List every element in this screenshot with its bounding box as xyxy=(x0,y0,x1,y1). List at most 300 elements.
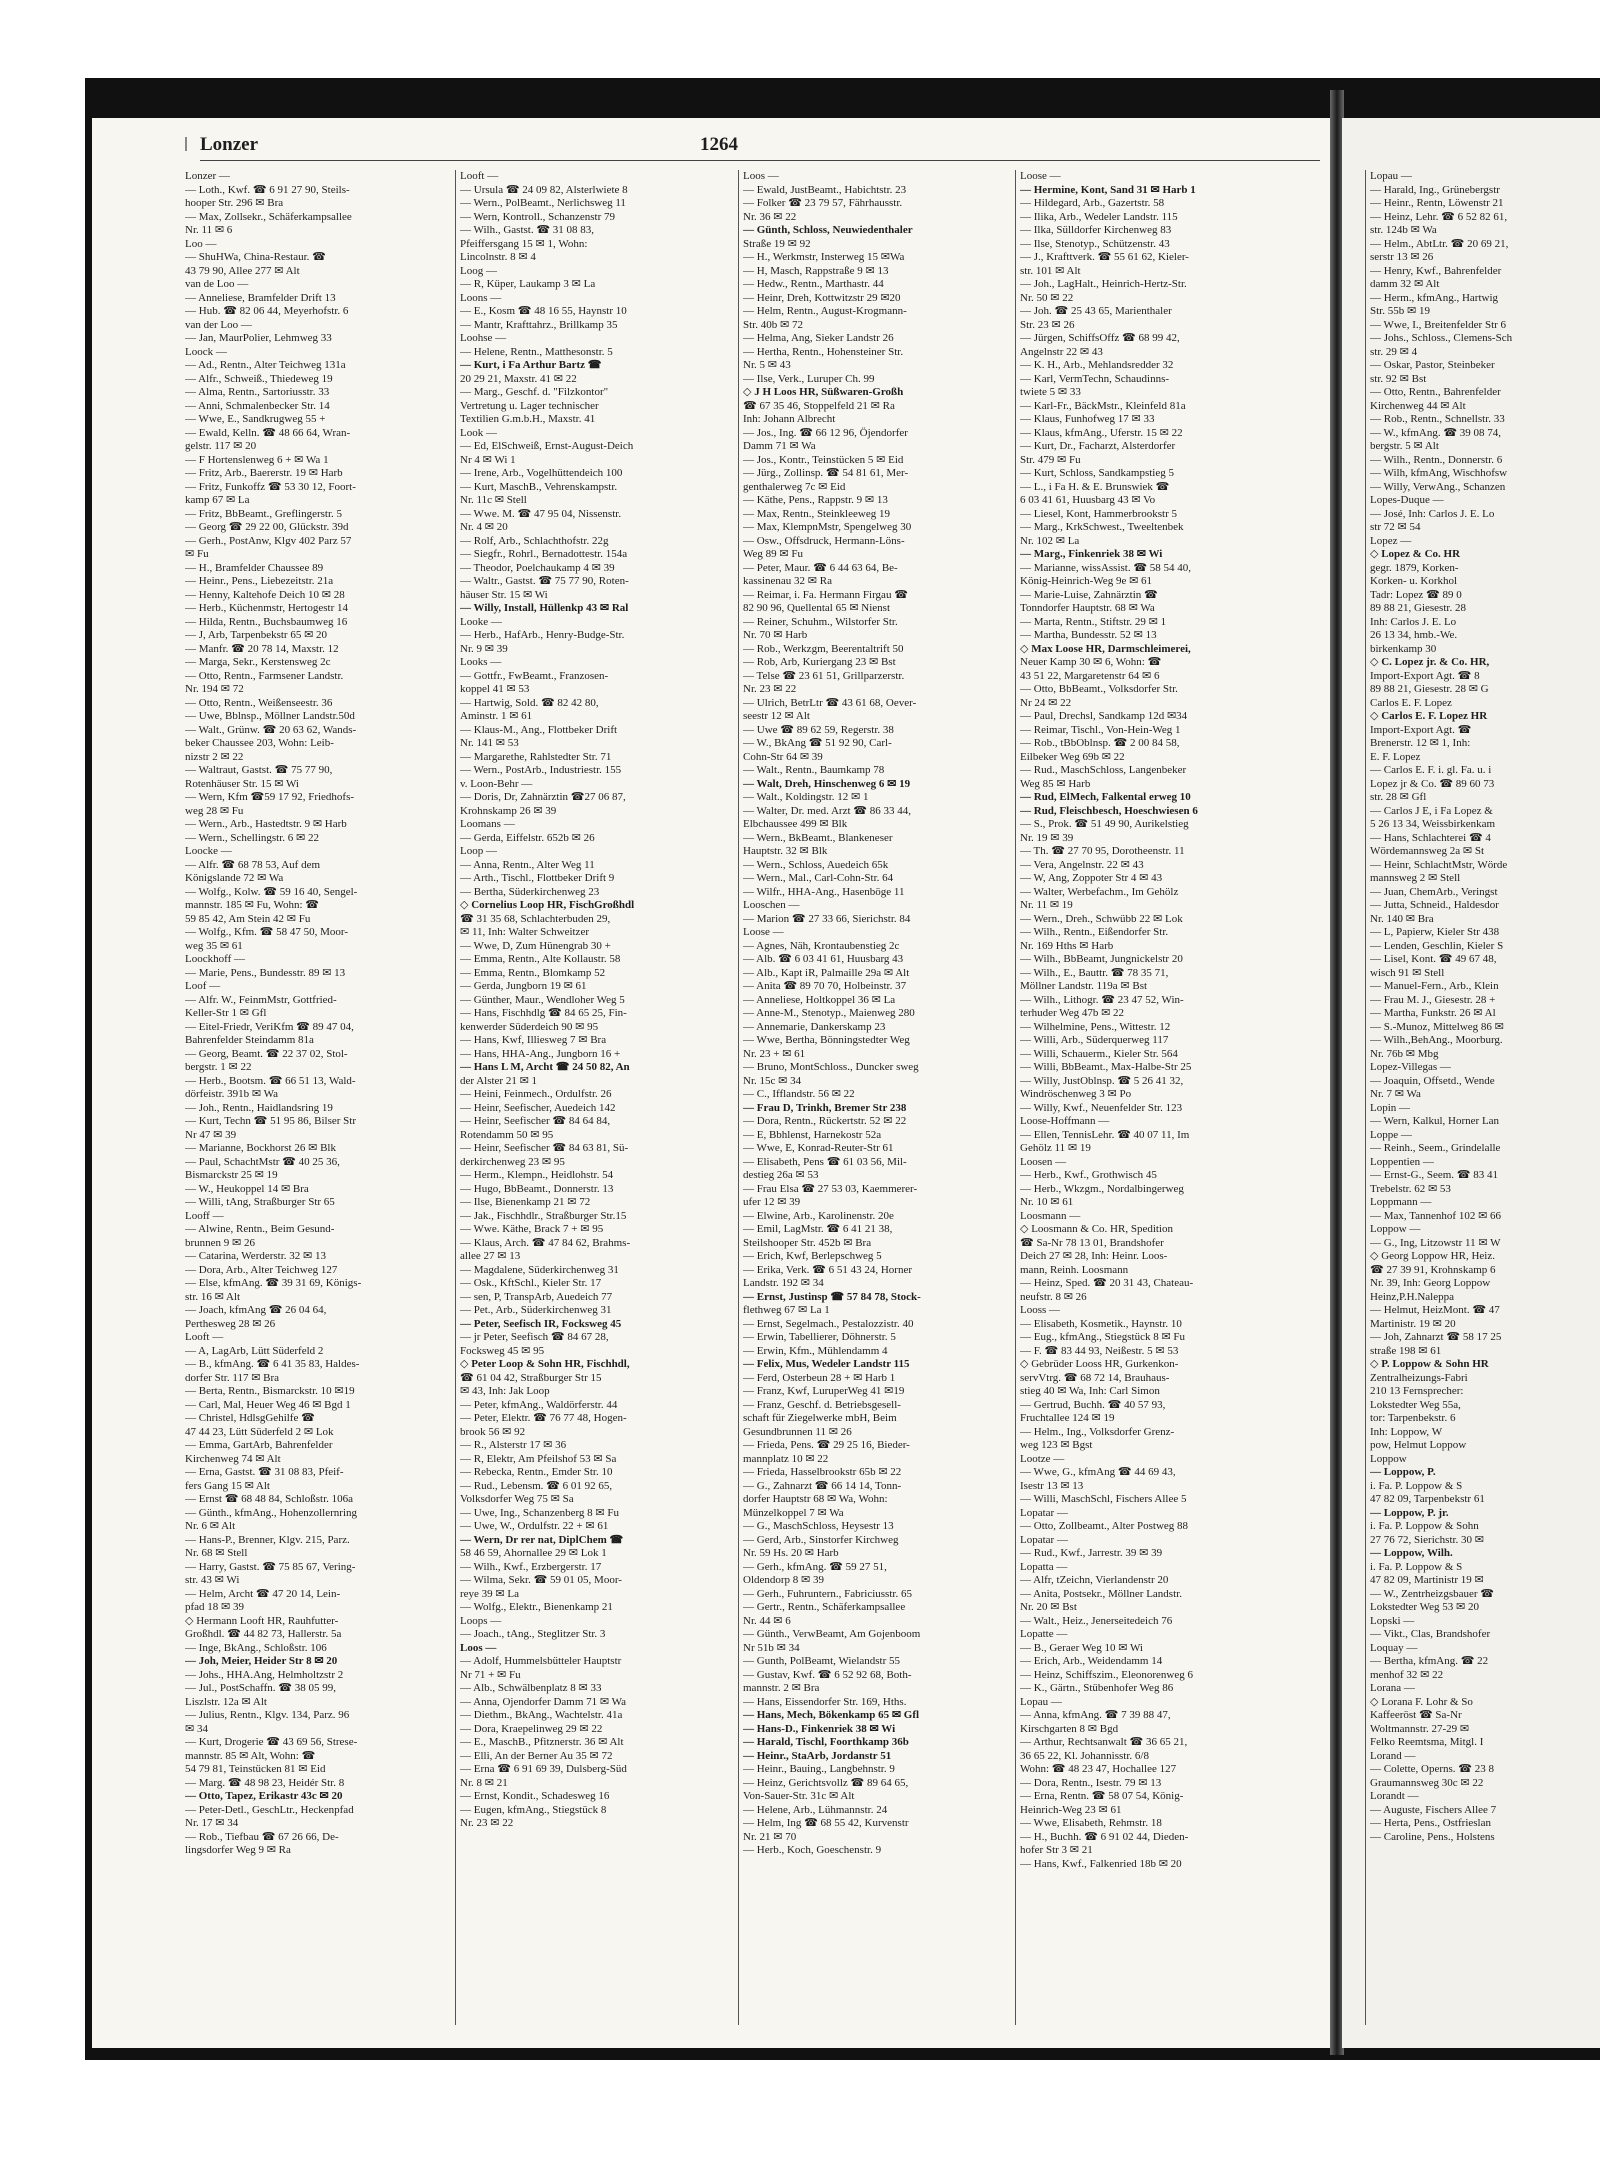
directory-entry-line: Loose — xyxy=(1020,170,1061,182)
directory-entry-line: — Hans, Mech, Bökenkamp 65 ✉ Gfl xyxy=(743,1709,920,1721)
directory-entry-line: — Bertha, kfmAng. ☎ 22 xyxy=(1370,1655,1489,1667)
directory-entry-line: König-Heinrich-Weg 9e ✉ 61 xyxy=(1020,575,1153,587)
directory-entry-line: van de Loo — xyxy=(185,278,249,290)
directory-entry-line: — Wwe, D, Zum Hünengrab 30 + xyxy=(460,939,611,952)
directory-entry-line: — Helm, Rentn., August-Krogmann- xyxy=(743,305,907,317)
directory-entry-line: menhof 32 ✉ 22 xyxy=(1370,1668,1444,1681)
directory-entry-line: derkirchenweg 23 ✉ 95 xyxy=(460,1155,565,1168)
directory-entry-line: — Günther, Maur., Wendloher Weg 5 xyxy=(460,993,625,1006)
directory-entry-line: — J, Arb, Tarpenbekstr 65 ✉ 20 xyxy=(185,629,328,641)
directory-entry-line: — Ad., Rentn., Alter Teichweg 131a xyxy=(185,359,346,371)
directory-entry-line: — Bruno, MontSchloss., Duncker sweg xyxy=(743,1061,919,1073)
directory-entry-line: tor: Tarpenbekstr. 6 xyxy=(1370,1412,1456,1424)
directory-entry-line: Damm 71 ✉ Wa xyxy=(743,440,816,452)
directory-entry-line: Loons — xyxy=(460,291,502,304)
directory-entry-line: — Liesel, Kont, Hammerbrookstr 5 xyxy=(1020,507,1178,520)
directory-entry-line: genthalerweg 7c ✉ Eid xyxy=(743,480,846,493)
directory-entry-line: 59 85 42, Am Stein 42 ✉ Fu xyxy=(185,912,311,925)
directory-entry-line: 5 26 13 34, Weissbirkenkam xyxy=(1370,818,1496,830)
directory-entry-line: — Herta, Pens., Ostfrieslan xyxy=(1370,1817,1491,1829)
directory-entry-line: Str. 23 ✉ 26 xyxy=(1020,318,1075,331)
directory-entry-line: Fruchtallee 124 ✉ 19 xyxy=(1020,1412,1115,1424)
directory-entry-line: nizstr 2 ✉ 22 xyxy=(185,750,244,763)
directory-entry-line: Keller-Str 1 ✉ Gfl xyxy=(185,1007,267,1019)
directory-entry-line: — Loppow, Wilh. xyxy=(1370,1547,1453,1559)
directory-entry-line: — Wilh., BbBeamt, Jungnickelstr 20 xyxy=(1020,953,1183,965)
directory-entry-line: Lopau — xyxy=(1020,1695,1062,1708)
directory-entry-line: Loog — xyxy=(460,264,497,277)
directory-entry-line: — H., Buchh. ☎ 6 91 02 44, Dieden- xyxy=(1020,1830,1189,1843)
directory-entry-line: Loo — xyxy=(185,237,217,250)
directory-entry-line: i. Fa. P. Loppow & Sohn xyxy=(1370,1520,1479,1532)
directory-entry-line: Lopin — xyxy=(1370,1101,1411,1114)
directory-entry-line: — Heinz, Schiffszim., Eleonorenweg 6 xyxy=(1020,1668,1194,1681)
directory-entry-line: — Gertrud, Buchh. ☎ 40 57 93, xyxy=(1020,1398,1166,1411)
directory-entry-line: — Gerh., PostAnw, Klgv 402 Parz 57 xyxy=(185,534,352,547)
directory-entry-line: — Vera, Angelnstr. 22 ✉ 43 xyxy=(1020,858,1144,871)
directory-entry-line: Angelnstr 22 ✉ 43 xyxy=(1020,345,1103,358)
directory-entry-line: — Wilh., Lithogr. ☎ 23 47 52, Win- xyxy=(1020,993,1184,1006)
directory-entry-line: Lincolnstr. 8 ✉ 4 xyxy=(460,251,536,263)
directory-entry-line: dorfer Str. 117 ✉ Bra xyxy=(185,1371,280,1384)
directory-entry-line: Nr. 70 ✉ Harb xyxy=(743,629,808,641)
directory-entry-line: — Dora, Arb., Alter Teichweg 127 xyxy=(185,1263,338,1276)
directory-entry-line: i. Fa. P. Loppow & S xyxy=(1370,1560,1463,1573)
directory-entry-line: Textilien G.m.b.H., Maxstr. 41 xyxy=(460,413,596,425)
directory-entry-line: — Otto, Rentn., Farmsener Landstr. xyxy=(185,669,344,682)
directory-entry-line: — Marianne, wissAssist. ☎ 58 54 40, xyxy=(1020,561,1192,574)
directory-entry-line: Nr. 102 ✉ La xyxy=(1020,534,1080,547)
directory-entry-line: — Klaus, Funhofweg 17 ✉ 33 xyxy=(1020,413,1155,425)
directory-entry-line: — Alwine, Rentn., Beim Gesund- xyxy=(185,1223,335,1235)
directory-entry-line: — S., Prok. ☎ 51 49 90, Aurikelstieg xyxy=(1020,818,1189,830)
column-rule xyxy=(738,170,739,2025)
directory-entry-line: — Kurt, Schloss, Sandkampstieg 5 xyxy=(1020,467,1174,479)
directory-entry-line: damm 32 ✉ Alt xyxy=(1370,278,1440,290)
directory-entry-line: — Heinz, Lehr. ☎ 6 52 82 61, xyxy=(1370,210,1508,223)
directory-entry-line: hooper Str. 296 ✉ Bra xyxy=(185,197,284,209)
directory-entry-line: dörfeistr. 391b ✉ Wa xyxy=(185,1088,279,1100)
directory-entry-line: — Herb., Bootsm. ☎ 66 51 13, Wald- xyxy=(185,1074,356,1087)
directory-entry-line: — Arthur, Rechtsanwalt ☎ 36 65 21, xyxy=(1020,1736,1188,1748)
directory-entry-line: — Bertha, Süderkirchenweg 23 xyxy=(460,885,600,898)
directory-entry-line: — Hans, Schlachterei ☎ 4 xyxy=(1370,831,1491,844)
directory-entry-line: — Telse ☎ 23 61 51, Grillparzerstr. xyxy=(743,669,905,682)
directory-column-1 xyxy=(185,170,455,2030)
directory-entry-line: — Wern., Schellingstr. 6 ✉ 22 xyxy=(185,831,320,844)
directory-entry-line: — B., Geraer Weg 10 ✉ Wi xyxy=(1020,1641,1143,1654)
directory-entry-line: — Christel, HdlsgGehilfe ☎ xyxy=(185,1412,315,1424)
directory-entry-line: — Max, Tannenhof 102 ✉ 66 xyxy=(1370,1209,1502,1222)
directory-entry-line: — Joh., Rentn., Haidlandsring 19 xyxy=(185,1101,333,1114)
directory-entry-line: Tonndorfer Hauptstr. 68 ✉ Wa xyxy=(1020,602,1155,614)
directory-entry-line: ☎ 67 35 46, Stoppelfeld 21 ✉ Ra xyxy=(743,399,895,412)
directory-entry-line: ◇ Max Loose HR, Darmschleimerei, xyxy=(1020,642,1191,655)
directory-entry-line: — Annemarie, Dankerskamp 23 xyxy=(743,1020,886,1033)
directory-entry-line: — Willi, BbBeamt., Max-Halbe-Str 25 xyxy=(1020,1061,1192,1073)
directory-entry-line: brunnen 9 ✉ 26 xyxy=(185,1236,256,1249)
directory-entry-line: — Hedw., Rentn., Marthastr. 44 xyxy=(743,278,884,290)
directory-entry-line: Loop — xyxy=(460,845,497,857)
directory-entry-line: ◇ Lorana F. Lohr & So xyxy=(1370,1695,1473,1708)
directory-entry-line: — Heinz, Sped. ☎ 20 31 43, Chateau- xyxy=(1020,1277,1194,1289)
directory-entry-line: — Juan, ChemArb., Veringst xyxy=(1370,885,1498,898)
directory-entry-line: — Walt, Dreh, Hinschenweg 6 ✉ 19 xyxy=(743,777,911,790)
directory-entry-line: — G., Zahnarzt ☎ 66 14 14, Tonn- xyxy=(743,1479,902,1492)
directory-entry-line: Zentralheizungs-Fabri xyxy=(1370,1371,1468,1384)
directory-entry-line: — Willi, Arb., Süderquerweg 117 xyxy=(1020,1034,1169,1046)
directory-entry-line: — H., Werkmstr, Insterweg 15 ✉Wa xyxy=(743,251,905,263)
directory-entry-line: — Julius, Rentn., Klgv. 134, Parz. 96 xyxy=(185,1709,350,1721)
directory-entry-line: — Karl-Fr., BäckMstr., Kleinfeld 81a xyxy=(1020,399,1186,412)
directory-entry-line: — W., kfmAng. ☎ 39 08 74, xyxy=(1370,426,1502,439)
directory-entry-line: — Hartwig, Sold. ☎ 82 42 80, xyxy=(460,696,599,709)
directory-entry-line: — H, Masch, Rappstraße 9 ✉ 13 xyxy=(743,264,889,277)
directory-entry-line: — Ulrich, BetrLtr ☎ 43 61 68, Oever- xyxy=(743,696,917,709)
directory-entry-line: dorfer Hauptstr 68 ✉ Wa, Wohn: xyxy=(743,1493,888,1505)
directory-entry-line: — Anita ☎ 89 70 70, Holbeinstr. 37 xyxy=(743,980,907,992)
directory-entry-line: Import-Export Agt. ☎ 8 xyxy=(1370,669,1480,682)
directory-entry-line: — Hans-D., Finkenriek 38 ✉ Wi xyxy=(743,1722,896,1735)
directory-entry-line: — Hans, Eissendorfer Str. 169, Hths. xyxy=(743,1695,907,1708)
directory-entry-line: — Kurt, i Fa Arthur Bartz ☎ xyxy=(460,359,602,371)
directory-entry-line: — Joh, Zahnarzt ☎ 58 17 25 xyxy=(1370,1331,1502,1343)
directory-entry-line: — Henry, Kwf., Bahrenfelder xyxy=(1370,264,1502,277)
directory-entry-line: Weg 89 ✉ Fu xyxy=(743,548,803,560)
directory-entry-line: — Wilma, Sekr. ☎ 59 01 05, Moor- xyxy=(460,1574,622,1586)
directory-entry-line: Looke — xyxy=(460,615,502,628)
directory-entry-line: mannstr. 85 ✉ Alt, Wohn: ☎ xyxy=(185,1749,316,1762)
directory-entry-line: — Klaus, Arch. ☎ 47 84 62, Brahms- xyxy=(460,1236,631,1249)
directory-entry-line: Lokstedter Weg 53 ✉ 20 xyxy=(1370,1601,1479,1613)
directory-entry-line: Loosmann — xyxy=(1020,1209,1081,1222)
directory-entry-line: — R, Küper, Laukamp 3 ✉ La xyxy=(460,278,596,290)
directory-entry-line: — Hildegard, Arb., Gazertstr. 58 xyxy=(1020,197,1165,209)
column-rule xyxy=(455,170,456,2025)
directory-entry-line: beker Chaussee 203, Wohn: Leib- xyxy=(185,737,334,749)
directory-entry-line: Nr. 20 ✉ Bst xyxy=(1020,1601,1077,1613)
directory-entry-line: — Osw., Offsdruck, Hermann-Löns- xyxy=(743,534,905,547)
directory-entry-line: — Anni, Schmalenbecker Str. 14 xyxy=(185,399,330,412)
directory-entry-line: ✉ 34 xyxy=(185,1722,208,1735)
directory-entry-line: str. 101 ✉ Alt xyxy=(1020,264,1081,277)
directory-entry-line: Loose — xyxy=(743,926,784,938)
directory-entry-line: Nr. 23 ✉ 22 xyxy=(743,683,797,695)
directory-entry-line: — Erika, Verk. ☎ 6 51 43 24, Horner xyxy=(743,1263,912,1276)
directory-entry-line: ☎ Sa-Nr 78 13 01, Brandshofer xyxy=(1020,1236,1164,1249)
directory-entry-line: Woltmannstr. 27-29 ✉ xyxy=(1370,1722,1470,1735)
directory-entry-line: mannstr. 185 ✉ Fu, Wohn: ☎ xyxy=(185,899,319,911)
directory-entry-line: — Pet., Arb., Süderkirchenweg 31 xyxy=(460,1304,612,1316)
directory-entry-line: — Theodor, Poelchaukamp 4 ✉ 39 xyxy=(460,561,615,574)
directory-entry-line: — Ernst, Kondit., Schadesweg 16 xyxy=(460,1790,610,1802)
directory-entry-line: — Wwe. M. ☎ 47 95 04, Nissenstr. xyxy=(460,507,622,520)
directory-entry-line: Kirchenweg 74 ✉ Alt xyxy=(185,1452,281,1465)
directory-entry-line: — Uwe, Bblnsp., Möllner Landstr.50d xyxy=(185,710,355,722)
directory-entry-line: — G., Ing, Litzowstr 11 ✉ W xyxy=(1370,1236,1501,1249)
directory-entry-line: — Lenden, Geschlin, Kieler S xyxy=(1370,939,1504,952)
directory-entry-line: — Wwe, G., kfmAng ☎ 44 69 43, xyxy=(1020,1466,1176,1478)
directory-entry-line: — Emma, Rentn., Alte Kollaustr. 58 xyxy=(460,953,621,965)
directory-entry-line: kassinenau 32 ✉ Ra xyxy=(743,575,832,587)
directory-entry-line: — ShuHWa, China-Restaur. ☎ xyxy=(185,251,326,263)
directory-entry-line: Hauptstr. 32 ✉ Blk xyxy=(743,845,828,857)
directory-entry-line: — Otto, Rentn., Weißenseestr. 36 xyxy=(185,696,333,709)
directory-entry-line: — Martha, Bundesstr. 52 ✉ 13 xyxy=(1020,629,1157,641)
directory-entry-line: — Erwin, Tabellierer, Döhnerstr. 5 xyxy=(743,1331,896,1343)
directory-entry-line: ☎ 27 39 91, Krohnskamp 6 xyxy=(1370,1263,1496,1276)
directory-entry-line: — Henny, Kaltehofe Deich 10 ✉ 28 xyxy=(185,588,345,601)
directory-entry-line: Nr 24 ✉ 22 xyxy=(1020,696,1072,709)
directory-entry-line: str. 92 ✉ Bst xyxy=(1370,372,1427,385)
directory-entry-line: serstr 13 ✉ 26 xyxy=(1370,251,1434,263)
directory-entry-line: Lokstedter Weg 55a, xyxy=(1370,1398,1461,1411)
directory-entry-line: — Rud., MaschSchloss, Langenbeker xyxy=(1020,764,1187,776)
directory-entry-line: str. 29 ✉ 4 xyxy=(1370,345,1418,358)
directory-entry-line: Looft — xyxy=(460,170,499,182)
directory-entry-line: — Kurt, Drogerie ☎ 43 69 56, Strese- xyxy=(185,1736,358,1748)
directory-entry-line: Nr. 140 ✉ Bra xyxy=(1370,912,1434,925)
directory-entry-line: — Anne-M., Stenotyp., Maienweg 280 xyxy=(743,1007,915,1019)
directory-entry-line: ◇ Hermann Looft HR, Rauhfutter- xyxy=(185,1614,339,1627)
directory-entry-line: Focksweg 45 ✉ 95 xyxy=(460,1344,545,1357)
directory-entry-line: — W., Heukoppel 14 ✉ Bra xyxy=(185,1182,309,1195)
directory-entry-line: — Agnes, Näh, Krontaubenstieg 2c xyxy=(743,939,900,952)
directory-entry-line: i. Fa. P. Loppow & S xyxy=(1370,1479,1463,1492)
directory-entry-line: — Ilka, Sülldorfer Kirchenweg 83 xyxy=(1020,224,1172,236)
directory-entry-line: — Ferd, Osterbeun 28 + ✉ Harb 1 xyxy=(743,1371,896,1384)
directory-entry-line: — Ilse, Stenotyp., Schützenstr. 43 xyxy=(1020,237,1170,250)
directory-entry-line: — Colette, Operns. ☎ 23 8 xyxy=(1370,1763,1494,1775)
directory-entry-line: — Peter, Elektr. ☎ 76 77 48, Hogen- xyxy=(460,1412,627,1424)
directory-entry-line: — Reinh., Seem., Grindelalle xyxy=(1370,1142,1501,1154)
directory-entry-line: — Erich, Kwf, Berlepschweg 5 xyxy=(743,1250,882,1262)
directory-entry-line: — Georg, Beamt. ☎ 22 37 02, Stol- xyxy=(185,1047,348,1060)
directory-entry-line: — Loppow, P. xyxy=(1370,1466,1436,1478)
directory-entry-line: Martinistr. 19 ✉ 20 xyxy=(1370,1317,1456,1330)
directory-entry-line: — Marga, Sekr., Kerstensweg 2c xyxy=(185,656,331,668)
directory-entry-line: — Wern, Kontroll., Schanzenstr 79 xyxy=(460,210,616,223)
directory-entry-line: der Alster 21 ✉ 1 xyxy=(460,1074,538,1087)
directory-entry-line: 47 82 09, Tarpenbekstr 61 xyxy=(1370,1493,1485,1505)
directory-entry-line: gelstr. 117 ✉ 20 xyxy=(185,440,257,452)
directory-entry-line: weg 28 ✉ Fu xyxy=(185,804,244,817)
directory-entry-line: — Harald, Tischl, Foorthkamp 36b xyxy=(743,1736,909,1748)
directory-entry-line: — Uwe, Ing., Schanzenberg 8 ✉ Fu xyxy=(460,1506,620,1519)
directory-entry-line: — Ernst, Justinsp ☎ 57 84 78, Stock- xyxy=(743,1290,921,1303)
directory-entry-line: — Erna, Gastst. ☎ 31 08 83, Pfeif- xyxy=(185,1466,344,1478)
directory-entry-line: Krohnskamp 26 ✉ 39 xyxy=(460,804,557,817)
page-number: 1264 xyxy=(700,134,738,155)
directory-entry-line: Tadr: Lopez ☎ 89 0 xyxy=(1370,588,1462,601)
directory-entry-line: — Wern., Arb., Hastedtstr. 9 ✉ Harb xyxy=(185,818,347,830)
directory-entry-line: — Heini, Feinmech., Ordulfstr. 26 xyxy=(460,1088,612,1100)
directory-entry-line: ✉ 43, Inh: Jak Loop xyxy=(460,1385,550,1397)
directory-entry-line: Nr. 19 ✉ 39 xyxy=(1020,831,1074,844)
directory-entry-line: Nr. 11c ✉ Stell xyxy=(460,494,527,506)
directory-entry-line: — Ilse, Verk., Luruper Ch. 99 xyxy=(743,372,875,385)
directory-entry-line: — Hans, Kwf, Illiesweg 7 ✉ Bra xyxy=(460,1034,607,1046)
directory-entry-line: — Willy, VerwAng., Schanzen xyxy=(1370,480,1506,493)
column-rule xyxy=(1015,170,1016,2025)
directory-entry-line: straße 198 ✉ 61 xyxy=(1370,1344,1442,1357)
directory-entry-line: — Willi, MaschSchl, Fischers Allee 5 xyxy=(1020,1493,1187,1505)
directory-entry-line: Nr. 9 ✉ 39 xyxy=(460,642,508,655)
scan-border-top xyxy=(0,0,1600,78)
directory-entry-line: Lopatar — xyxy=(1020,1506,1068,1519)
directory-entry-line: — Gerda, Jungborn 19 ✉ 61 xyxy=(460,980,587,992)
directory-entry-line: Volksdorfer Weg 75 ✉ Sa xyxy=(460,1493,574,1505)
directory-column-4 xyxy=(1020,170,1290,2030)
directory-entry-line: — Gottfr., FwBeamt., Franzosen- xyxy=(460,669,609,682)
directory-entry-line: Inh: Loppow, W xyxy=(1370,1425,1443,1438)
directory-entry-line: Nr. 68 ✉ Stell xyxy=(185,1547,248,1559)
directory-entry-line: Lonzer — xyxy=(185,170,230,182)
directory-entry-line: — Catarina, Werderstr. 32 ✉ 13 xyxy=(185,1250,327,1262)
directory-entry-line: 26 13 34, hmb.-We. xyxy=(1370,629,1458,641)
directory-entry-line: Vertretung u. Lager technischer xyxy=(460,399,599,412)
directory-entry-line: 43 51 22, Margaretenstr 64 ✉ 6 xyxy=(1020,669,1160,682)
directory-entry-line: Loquay — xyxy=(1370,1641,1418,1654)
directory-entry-line: — Joh. ☎ 25 43 65, Marienthaler xyxy=(1020,305,1172,317)
directory-entry-line: — Erna, Rentn. ☎ 58 07 54, König- xyxy=(1020,1790,1184,1802)
directory-entry-line: — Eugen, kfmAng., Stiegstück 8 xyxy=(460,1803,607,1816)
directory-entry-line: Lopatta — xyxy=(1020,1560,1068,1573)
running-head: Lonzer xyxy=(200,134,259,155)
directory-entry-line: — Wilhelmine, Pens., Wittestr. 12 xyxy=(1020,1020,1171,1033)
directory-entry-line: — Inge, BkAng., Schloßstr. 106 xyxy=(185,1641,327,1654)
directory-entry-line: — Wolfg., Elektr., Bienenkamp 21 xyxy=(460,1601,613,1613)
directory-entry-line: — Adolf, Hummelsbütteler Hauptstr xyxy=(460,1655,622,1667)
directory-column-2 xyxy=(460,170,730,2030)
directory-entry-line: str 72 ✉ 54 xyxy=(1370,521,1421,533)
directory-entry-line: — Helm, Archt ☎ 47 20 14, Lein- xyxy=(185,1587,341,1600)
directory-entry-line: Nr. 17 ✉ 34 xyxy=(185,1817,239,1829)
directory-entry-line: Münzelkoppel 7 ✉ Wa xyxy=(743,1506,844,1519)
directory-entry-line: — Jak., Fischhdlr., Straßburger Str.15 xyxy=(460,1209,627,1222)
directory-entry-line: — Marie-Luise, Zahnärztin ☎ xyxy=(1020,588,1158,601)
directory-entry-line: — Vikt., Clas, Brandshofer xyxy=(1370,1628,1491,1640)
directory-entry-line: terhuder Weg 47b ✉ 22 xyxy=(1020,1007,1125,1019)
directory-entry-line: — Peter, kfmAng., Waldörferstr. 44 xyxy=(460,1398,618,1411)
directory-entry-line: van der Loo — xyxy=(185,318,252,331)
directory-entry-line: — Wolfg., Kfm. ☎ 58 47 50, Moor- xyxy=(185,926,349,938)
directory-entry-line: — Diethm., BkAng., Wachtelstr. 41a xyxy=(460,1709,623,1721)
directory-entry-line: — Anna, kfmAng. ☎ 7 39 88 47, xyxy=(1020,1709,1171,1721)
directory-entry-line: — Günth., VerwBeamt, Am Gojenboom xyxy=(743,1628,921,1640)
directory-entry-line: — Rebecka, Rentn., Emder Str. 10 xyxy=(460,1466,613,1478)
directory-entry-line: mannstr. 2 ✉ Bra xyxy=(743,1682,820,1694)
directory-entry-line: — H., Bramfelder Chaussee 89 xyxy=(185,561,324,574)
directory-entry-line: — Hans-P., Brenner, Klgv. 215, Parz. xyxy=(185,1533,350,1546)
directory-entry-line: — Wilh., Gastst. ☎ 31 08 83, xyxy=(460,224,595,236)
directory-entry-line: — Ewald, JustBeamt., Habichtstr. 23 xyxy=(743,183,907,196)
directory-entry-line: — José, Inh: Carlos J. E. Lo xyxy=(1370,507,1495,520)
directory-entry-line: — Dora, Kraepelinweg 29 ✉ 22 xyxy=(460,1722,603,1735)
directory-entry-line: stieg 40 ✉ Wa, Inh: Carl Simon xyxy=(1020,1385,1160,1397)
directory-entry-line: — Peter-Detl., GeschLtr., Heckenpfad xyxy=(185,1803,354,1816)
directory-entry-line: — Günth., kfmAng., Hohenzollernring xyxy=(185,1506,357,1519)
directory-entry-line: — Manfr. ☎ 20 78 14, Maxstr. 12 xyxy=(185,642,339,655)
directory-entry-line: — Joh, Meier, Heider Str 8 ✉ 20 xyxy=(185,1655,338,1667)
directory-entry-line: bergstr. 1 ✉ 22 xyxy=(185,1061,252,1073)
directory-entry-line: — Otto, Rentn., Bahrenfelder xyxy=(1370,386,1501,398)
directory-entry-line: — Auguste, Fischers Allee 7 xyxy=(1370,1803,1497,1816)
directory-entry-line: Großhdl. ☎ 44 82 73, Hallerstr. 5a xyxy=(185,1628,342,1640)
directory-entry-line: — Hub. ☎ 82 06 44, Meyerhofstr. 6 xyxy=(185,305,349,317)
directory-entry-line: Von-Sauer-Str. 31c ✉ Alt xyxy=(743,1790,855,1802)
directory-entry-line: Lopatar — xyxy=(1020,1533,1068,1546)
directory-entry-line: mannplatz 10 ✉ 22 xyxy=(743,1452,829,1465)
directory-entry-line: 82 90 96, Quellental 65 ✉ Nienst xyxy=(743,602,891,614)
directory-entry-line: — Alfr. W., FeinmMstr, Gottfried- xyxy=(185,993,337,1006)
directory-entry-line: Nr. 15c ✉ 34 xyxy=(743,1074,802,1087)
directory-entry-line: Cohn-Str 64 ✉ 39 xyxy=(743,750,823,763)
directory-entry-line: — Margarethe, Rahlstedter Str. 71 xyxy=(460,750,612,763)
directory-entry-line: Lopes-Duque — xyxy=(1370,494,1444,506)
directory-entry-line: — Heinr, Seefischer, Auedeich 142 xyxy=(460,1101,616,1114)
directory-entry-line: destieg 26a ✉ 53 xyxy=(743,1169,819,1181)
directory-entry-line: — Fritz, Arb., Baererstr. 19 ✉ Harb xyxy=(185,467,343,479)
directory-entry-line: Nr. 7 ✉ Wa xyxy=(1370,1088,1421,1100)
directory-entry-line: 47 44 23, Lütt Süderfeld 2 ✉ Lok xyxy=(185,1425,334,1438)
directory-entry-line: — Otto, Zollbeamt., Alter Postweg 88 xyxy=(1020,1520,1189,1532)
directory-entry-line: weg 123 ✉ Bgst xyxy=(1020,1439,1093,1451)
directory-entry-line: — Helene, Arb., Lühmannstr. 24 xyxy=(743,1803,888,1816)
directory-entry-line: — Herb., HafArb., Henry-Budge-Str. xyxy=(460,629,625,641)
directory-entry-line: — Rob., tBbOblnsp. ☎ 2 00 84 58, xyxy=(1020,737,1180,749)
directory-entry-line: koppel 41 ✉ 53 xyxy=(460,683,530,695)
directory-entry-line: — F Hortenslenweg 6 + ✉ Wa 1 xyxy=(185,453,329,466)
directory-entry-line: — Käthe, Pens., Rappstr. 9 ✉ 13 xyxy=(743,494,888,506)
directory-entry-line: — Wern., Dreh., Schwübb 22 ✉ Lok xyxy=(1020,912,1183,925)
directory-entry-line: Möllner Landstr. 119a ✉ Bst xyxy=(1020,980,1148,992)
directory-entry-line: Nr. 36 ✉ 22 xyxy=(743,210,797,223)
directory-entry-line: — Eitel-Friedr, VeriKfm ☎ 89 47 04, xyxy=(185,1020,354,1033)
directory-entry-line: ✉ 11, Inh: Walter Schweitzer xyxy=(460,926,589,938)
directory-entry-line: Isestr 13 ✉ 13 xyxy=(1020,1479,1084,1492)
directory-entry-line: — Peter, Maur. ☎ 6 44 63 64, Be- xyxy=(743,561,898,574)
directory-entry-line: 58 46 59, Ahornallee 29 ✉ Lok 1 xyxy=(460,1547,607,1559)
directory-entry-line: — Loth., Kwf. ☎ 6 91 27 90, Steils- xyxy=(185,183,350,196)
directory-entry-line: ◇ Gebrüder Looss HR, Gurkenkon- xyxy=(1020,1358,1179,1370)
directory-entry-line: — Wwe, I., Breitenfelder Str 6 xyxy=(1370,318,1507,331)
margin-mark xyxy=(185,137,187,151)
directory-entry-line: — Carlos E. F. i. gl. Fa. u. i xyxy=(1370,764,1492,776)
directory-entry-line: — Paul, Drechsl, Sandkamp 12d ✉34 xyxy=(1020,710,1188,722)
directory-entry-line: Lopez-Villegas — xyxy=(1370,1061,1451,1073)
directory-entry-line: — Ernst, Segelmach., Pestalozzistr. 40 xyxy=(743,1317,914,1330)
directory-entry-line: Loocke — xyxy=(185,845,232,857)
directory-entry-line: — Uwe ☎ 89 62 59, Regerstr. 38 xyxy=(743,723,894,736)
directory-entry-line: ◇ Peter Loop & Sohn HR, Fischhdl, xyxy=(460,1358,630,1370)
directory-entry-line: Loos — xyxy=(460,1641,497,1654)
directory-entry-line: — Wilh., Rentn., Eißendorfer Str. xyxy=(1020,926,1169,938)
directory-entry-line: — Carl, Mal, Heuer Weg 46 ✉ Bgd 1 xyxy=(185,1398,351,1411)
directory-entry-line: hofer Str 3 ✉ 21 xyxy=(1020,1844,1093,1856)
directory-entry-line: — Martha, Funkstr. 26 ✉ Al xyxy=(1370,1007,1496,1019)
directory-entry-line: — sen, P, TranspArb, Auedeich 77 xyxy=(460,1290,613,1303)
directory-entry-line: Nr. 23 ✉ 22 xyxy=(460,1817,514,1829)
directory-entry-line: Looss — xyxy=(1020,1304,1061,1316)
directory-entry-line: 6 03 41 61, Huusbarg 43 ✉ Vo xyxy=(1020,494,1156,506)
directory-entry-line: — Gustav, Kwf. ☎ 6 52 92 68, Both- xyxy=(743,1668,912,1681)
directory-entry-line: — Max, Rentn., Steinkleeweg 19 xyxy=(743,507,890,520)
directory-entry-line: Inh: Johann Albrecht xyxy=(743,413,836,425)
directory-entry-line: — G., MaschSchloss, Heysestr 13 xyxy=(743,1520,894,1532)
directory-entry-line: Lootze — xyxy=(1020,1452,1065,1465)
directory-entry-line: Brenerstr. 12 ✉ 1, Inh: xyxy=(1370,737,1471,749)
